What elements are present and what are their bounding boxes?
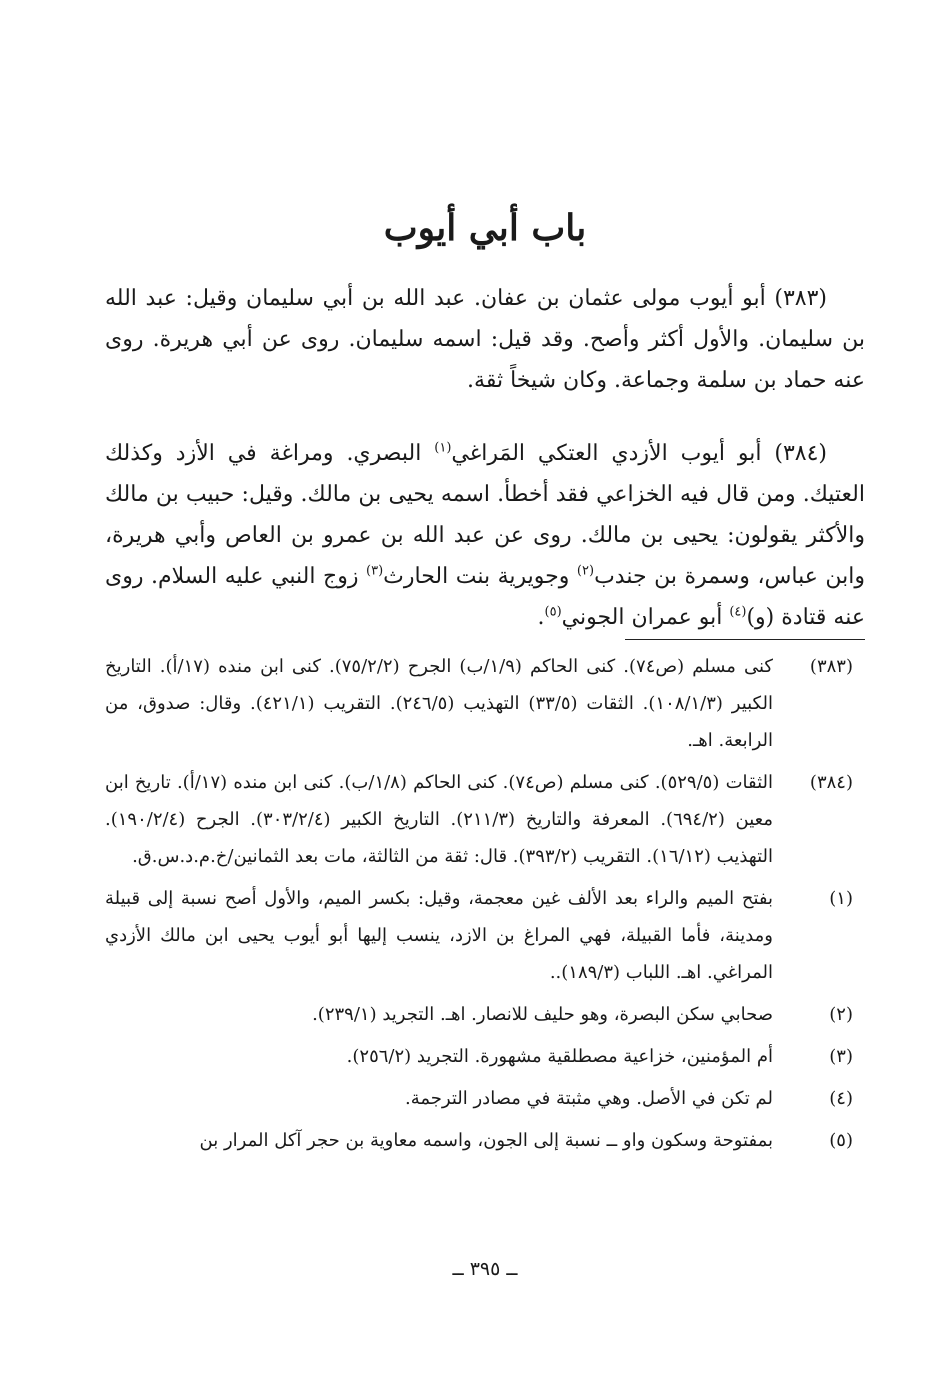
entry-383: (٣٨٣) أبو أيوب مولى عثمان بن عفان. عبد الله بن أبي سليمان وقيل: عبد الله بن سليمان. والأول أكثر وأصح. وقد قيل: اسمه سليمان. روى عن أبي هريرة. روى عنه حماد بن سلمة وجماعة. وكان شيخاً ثقة. [105,286,865,393]
footnote-text: لم تكن في الأصل. وهي مثبتة في مصادر الترجمة. [405,1088,773,1109]
footnote-ref-3[interactable]: (٣) [366,563,384,579]
footnote-number: (٢) [829,1004,853,1025]
footnote-divider [625,639,865,640]
footnote-item [105,996,865,1033]
entry-384-text: البصري. ومراغة في الأزد وكذلك العتيك. ومن قال فيه الخزاعي فقد أخطأ. اسمه يحيى بن مالك. وقيل: حبيب بن مالك والأكثر يقولون: يحيى بن مالك. روى عن عبد الله بن عمرو بن العاص وأبي هريرة، وابن عباس، وسمرة بن جندب [105,441,866,589]
entry-384-text: زوج النبي عليه السلام. روى عنه قتادة (و) [105,564,865,630]
footnote-text: صحابي سكن البصرة، وهو حليف للانصار. اهـ. التجريد (٢٣٩/١). [312,1004,773,1025]
footnote-item [105,1122,865,1159]
footnote-text: أم المؤمنين، خزاعية مصطلقية مشهورة. التجريد (٢٥٦/٢). [346,1046,773,1067]
footnote-ref-5[interactable]: (٥) [544,604,562,620]
footnote-item [105,764,865,875]
footnote-number: (٤) [829,1088,853,1109]
footnote-number: (٣٨٤) [809,772,853,793]
entry-384-text: . [537,605,545,630]
entry-384-text: أبو عمران الجوني [561,605,730,630]
footnote-item [105,1080,865,1117]
footnote-item [105,1038,865,1075]
footnote-number: (٣) [829,1046,853,1067]
footnote-ref-4[interactable]: (٤) [729,604,747,620]
footnote-text: الثقات (٥٢٩/٥). كنى مسلم (ص٧٤). كنى الحاكم (١/٨/ب). كنى ابن منده (١٧/أ). تاريخ ابن معين (٦٩٤/٢). المعرفة والتاريخ (٢١١/٣). التاريخ الكبير (٣٠٣/٢/٤). الجرح (١٩٠/٢/٤). التهذيب (١٦/١٢). التقريب (٣٩٣/٢). قال: ثقة من الثالثة، مات بعد الثمانين/خ.م.د.س.ق. [105,772,774,867]
footnote-text: كنى مسلم (ص٧٤). كنى الحاكم (١/٩/ب) الجرح (٧٥/٢/٢). كنى ابن منده (١٧/أ). التاريخ الكبير (١٠٨/١/٣). الثقات (٣٣/٥) التهذيب (٢٤٦/٥). التقريب (٤٢١/١). وقال: صدوق، من الرابعة. اهـ. [105,656,773,751]
footnotes [105,648,865,1164]
footnote-number: (١) [829,888,853,909]
chapter-title: باب أبي أيوب [383,207,587,250]
footnote-item [105,648,865,759]
footnote-ref-1[interactable]: (١) [434,440,452,456]
book-page [105,0,865,1391]
footnote-ref-2[interactable]: (٢) [576,563,595,579]
footnote-number: (٥) [829,1130,853,1151]
footnote-text: بمفتوحة وسكون واو ــ نسبة إلى الجون، واسمه معاوية بن حجر آكل المرار بن [199,1130,773,1151]
footnote-text: بفتح الميم والراء بعد الألف غين معجمة، وقيل: بكسر الميم، والأول أصح نسبة إلى قبيلة ومدينة، فأما القبيلة، فهي المراغ بن الازد، ينسب إليها أبو أيوب يحيى ابن مالك الأزدي المراغي. اهـ. اللباب (١٨٩/٣).. [105,888,773,983]
entry-384-text: وجويرية بنت الحارث [383,564,577,589]
footnote-item [105,880,865,991]
entry-384 [105,433,865,638]
page-number: ــ ٣٩٥ ــ [452,1258,518,1280]
footnote-number: (٣٨٣) [809,656,853,677]
entry-384-text: (٣٨٤) أبو أيوب الأزدي العتكي المَراغي [451,441,827,466]
